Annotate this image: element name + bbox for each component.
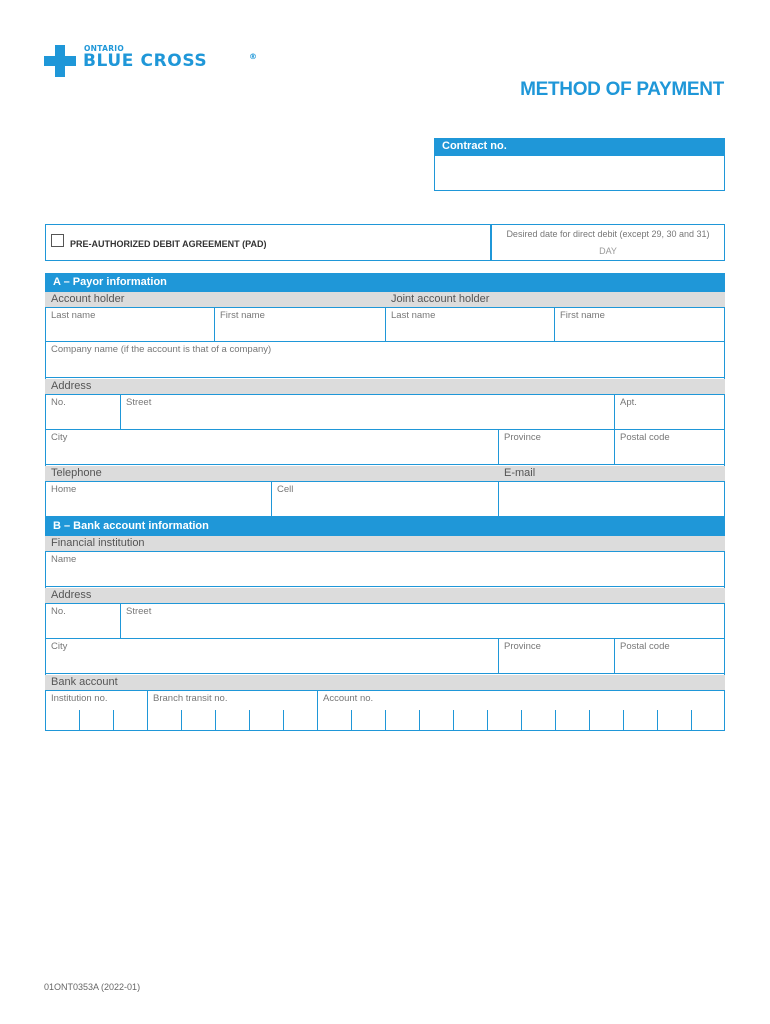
digit-divider bbox=[385, 710, 386, 730]
payor-postal-field[interactable] bbox=[614, 429, 725, 465]
digit-divider bbox=[283, 710, 284, 730]
bank-city-field[interactable] bbox=[45, 638, 499, 674]
payor-address-header: Address bbox=[45, 379, 725, 394]
institution-name-field[interactable] bbox=[45, 551, 725, 587]
payor-no-label: No. bbox=[51, 397, 66, 408]
bank-province-label: Province bbox=[504, 641, 541, 652]
digit-divider bbox=[555, 710, 556, 730]
home-phone-label: Home bbox=[51, 484, 77, 495]
branch-transit-label: Branch transit no. bbox=[153, 693, 228, 704]
digit-divider bbox=[521, 710, 522, 730]
digit-divider bbox=[113, 710, 114, 730]
bank-address-header: Address bbox=[45, 588, 725, 603]
digit-divider bbox=[589, 710, 590, 730]
joint-last-name[interactable] bbox=[385, 307, 555, 342]
digit-divider bbox=[79, 710, 80, 730]
holder-last-name[interactable] bbox=[45, 307, 215, 342]
digit-divider bbox=[249, 710, 250, 730]
holder-first-name[interactable] bbox=[214, 307, 386, 342]
debit-date-label: Desired date for direct debit (except 29, 30 and 31) bbox=[506, 229, 710, 239]
digit-divider bbox=[419, 710, 420, 730]
digit-divider bbox=[487, 710, 488, 730]
home-phone-field[interactable] bbox=[45, 481, 272, 517]
payor-postal-label: Postal code bbox=[620, 432, 670, 443]
pad-checkbox[interactable] bbox=[51, 234, 64, 247]
holder-first-name-label: First name bbox=[220, 310, 265, 321]
payor-street-field[interactable] bbox=[120, 394, 615, 430]
bank-no-field[interactable] bbox=[45, 603, 121, 639]
bank-province-field[interactable] bbox=[498, 638, 615, 674]
payor-apt-field[interactable] bbox=[614, 394, 725, 430]
financial-institution-header: Financial institution bbox=[45, 536, 725, 551]
brand-name: BLUE CROSS bbox=[83, 51, 208, 71]
contract-label: Contract no. bbox=[434, 138, 725, 155]
cell-phone-field[interactable] bbox=[271, 481, 499, 517]
bank-street-field[interactable] bbox=[120, 603, 725, 639]
digit-divider bbox=[691, 710, 692, 730]
bank-postal-label: Postal code bbox=[620, 641, 670, 652]
brand-small: ONTARIO bbox=[84, 44, 125, 53]
digit-divider bbox=[181, 710, 182, 730]
company-name-field[interactable] bbox=[45, 341, 725, 378]
section-a-title: A – Payor information bbox=[45, 273, 725, 291]
bank-city-label: City bbox=[51, 641, 68, 652]
day-label: DAY bbox=[599, 246, 617, 256]
pad-label: PRE-AUTHORIZED DEBIT AGREEMENT (PAD) bbox=[70, 239, 267, 249]
branch-transit-field[interactable] bbox=[147, 690, 318, 731]
institution-no-field[interactable] bbox=[45, 690, 148, 731]
payor-province-label: Province bbox=[504, 432, 541, 443]
company-name-label: Company name (if the account is that of a company) bbox=[51, 344, 272, 355]
payor-province-field[interactable] bbox=[498, 429, 615, 465]
contract-field[interactable] bbox=[434, 155, 725, 191]
cell-phone-label: Cell bbox=[277, 484, 294, 495]
section-b-title: B – Bank account information bbox=[45, 517, 725, 535]
account-no-label: Account no. bbox=[323, 693, 374, 704]
payor-street-label: Street bbox=[126, 397, 152, 408]
telephone-header: Telephone bbox=[45, 466, 498, 481]
form-code: 01ONT0353A (2022-01) bbox=[44, 982, 141, 992]
digit-divider bbox=[623, 710, 624, 730]
digit-divider bbox=[453, 710, 454, 730]
bank-street-label: Street bbox=[126, 606, 152, 617]
bank-account-header: Bank account bbox=[45, 675, 725, 690]
digit-divider bbox=[351, 710, 352, 730]
joint-first-name-label: First name bbox=[560, 310, 605, 321]
bank-postal-field[interactable] bbox=[614, 638, 725, 674]
joint-first-name[interactable] bbox=[554, 307, 725, 342]
cross-icon bbox=[44, 45, 76, 77]
joint-last-name-label: Last name bbox=[391, 310, 436, 321]
logo bbox=[44, 44, 264, 80]
institution-name-label: Name bbox=[51, 554, 77, 565]
payor-city-label: City bbox=[51, 432, 68, 443]
holder-last-name-label: Last name bbox=[51, 310, 96, 321]
account-holder-header: Account holder bbox=[45, 292, 385, 307]
payor-no-field[interactable] bbox=[45, 394, 121, 430]
joint-holder-header: Joint account holder bbox=[385, 292, 725, 307]
brand-reg: ® bbox=[249, 52, 257, 61]
digit-divider bbox=[657, 710, 658, 730]
email-field[interactable] bbox=[498, 481, 725, 517]
bank-no-label: No. bbox=[51, 606, 66, 617]
payor-apt-label: Apt. bbox=[620, 397, 637, 408]
payor-city-field[interactable] bbox=[45, 429, 499, 465]
institution-no-label: Institution no. bbox=[51, 693, 108, 704]
page-title: METHOD OF PAYMENT bbox=[520, 79, 724, 100]
digit-divider bbox=[215, 710, 216, 730]
email-header: E-mail bbox=[498, 466, 725, 481]
